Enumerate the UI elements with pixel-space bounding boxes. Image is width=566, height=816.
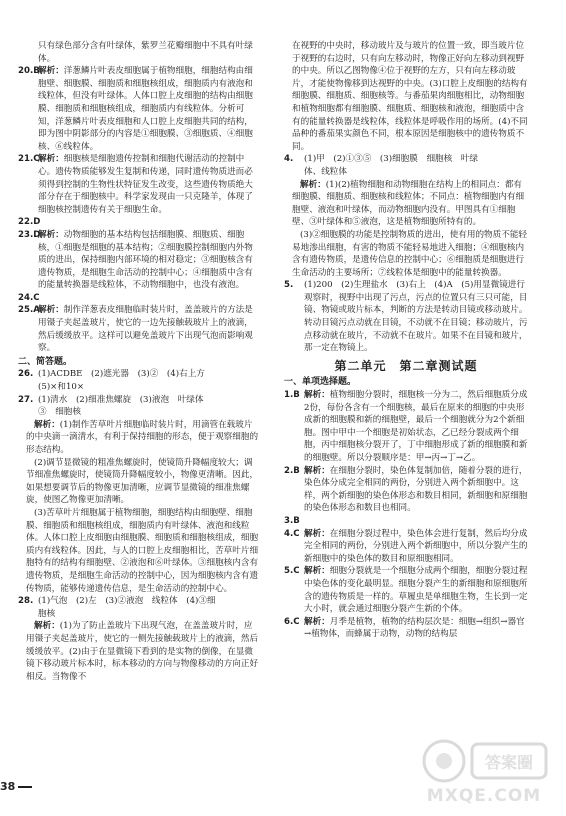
answer-text: (1)气泡 (2)左 (3)②液泡 线粒体 (4)③细: [38, 596, 216, 607]
answer-28: [18, 595, 260, 608]
explain-label: 解析：: [304, 528, 330, 539]
unit-title: 第二单元 第二章测试题: [334, 358, 478, 373]
answer-text: 植物细胞分裂时，细胞核一分为二，然后细胞质分成2份，每份各含有一个细胞核，最后在原来的细胞的中央形成新的细胞膜和新的细胞壁，最后一个细胞就分为2个新细胞。图中甲中一个细胞是初始状态，乙已经分裂成两个细胞，丙中细胞核分裂开了，丁中细胞形成了新的细胞膜和新的细胞壁。所以分裂顺序是：甲→丙→丁→乙。: [304, 390, 528, 463]
explain-label: 解析：: [38, 305, 64, 316]
left-column: [18, 40, 260, 683]
explain-label: 解析：: [34, 419, 60, 430]
answer-number: 4.C: [284, 528, 300, 539]
answer-text: 体、线粒体: [304, 166, 347, 177]
answer-21: [18, 153, 260, 216]
answer-text: 在细胞分裂时，染色体复制加倍，随着分裂的进行，染色体分成完全相同的两份，分别进入两个新细胞中。这样，两个新细胞的染色体形态和数目相同，新细胞和原细胞的染色体形态和数目也相同。: [304, 465, 528, 514]
answer-25: [18, 304, 260, 354]
watermark-brand: 答案圈: [484, 753, 534, 772]
answer-number: 22.D: [18, 217, 41, 228]
answer-number: 28.: [18, 596, 34, 607]
answer-5: [284, 279, 528, 355]
answer-text: 细胞分裂就是一个细胞分成两个细胞，细胞分裂过程中染色体的变化最明显。细胞分裂产生的新细胞和原细胞所含的遗传物质是一样的。草履虫是单细胞生物，生长到一定大小时，就会通过细胞分裂产生新的个体。: [304, 566, 528, 615]
explain-paragraph: (3)苦草叶片细胞属于植物细胞，细胞结构由细胞壁、细胞膜、细胞质和细胞核组成，细胞质内有叶绿体、液泡和线粒体。人体口腔上皮细胞由细胞膜、细胞质和细胞核组成，细胞质内有线粒体。因此，与人的口腔上皮细胞相比，苦草叶片细胞特有的结构有细胞壁、②液泡和⑥叶绿体。③细胞核内含有遗传物质，是细胞生命活动的控制中心，因为细胞核内含有遗传物质，能够传递遗传信息，是生命活动的控制中心。: [26, 507, 259, 594]
watermark-badge-icon: [414, 736, 554, 786]
answer-text: 月季是植物，植物的结构层次是：细胞→组织→器官→植物体，而蜂属于动物，动物的结构层: [304, 616, 525, 640]
explain-label: 解析：: [34, 621, 60, 632]
answer-number: 4.: [284, 154, 294, 165]
answer-number: 5.C: [284, 566, 300, 577]
answer-text: (1)甲 (2)①③⑤ (3)细胞膜 细胞核 叶绿: [304, 154, 479, 165]
explain-label: 解析：: [304, 616, 330, 627]
answer-text: 细胞核是细胞遗传控制和细胞代谢活动的控制中心。遗传物质能够发生复制和传递，同时遗传物质进而必须得到控制的生物性状特征发生改变，这些遗传物质绝大部分存在于细胞核中。科学家发现由一只克隆羊，体现了细胞核控制遗传有关于细胞生命。: [38, 154, 253, 215]
explain-paragraph: (3)②细胞膜的功能是控制物质的进出，使有用的物质不能轻易地渗出细胞，有害的物质不能轻易地进入细胞；④细胞核内含有遗传物质，是遗传信息的控制中心；⑥细胞质是细胞进行生命活动的主要场所；⑦线粒体是细胞中的能量转换器。: [292, 229, 528, 278]
answer-text: (1)ACDBE (2)遮光器 (3)② (4)右上方: [38, 369, 205, 380]
explain-label: 解析：: [300, 179, 326, 190]
answer-continuation: 在视野的中央时，移动玻片及与玻片的位置一致，即当玻片位于视野的右边时，只有向左移动时，物像正好向左移动到视野的中央。所以乙图物像④位于视野的左方，只有向左移动玻片，才能使物像移到达视野的中央。(3)口腔上皮细胞的结构有细胞膜、细胞质、细胞核等。与番茄果肉细胞相比，动物细胞和植物细胞都有细胞膜、细胞质、细胞核和液泡，细胞质中含有的能量转换器是线粒体，线粒体是呼吸作用的场所。(4)不同品种的番茄果实颜色不同，根本原因是细胞核中的遗传物质不同。: [292, 41, 528, 152]
answer-text: ③ 细胞核: [38, 407, 81, 418]
answer-text: 动物细胞的基本结构包括细胞膜、细胞质、细胞核，①细胞是细胞的基本结构；②细胞膜控制细胞内外物质的进出，保持细胞内部环境的相对稳定；③细胞核含有遗传物质，是细胞生命活动的控制中心；④细胞质中含有的能量转换器是线粒体，不动物细胞中，也没有液泡。: [38, 229, 253, 291]
answer-3: [284, 515, 528, 528]
answer-number: 1.B: [284, 390, 300, 401]
watermark-logo: [414, 736, 554, 808]
answer-5-choice: [284, 565, 528, 615]
answer-continuation: 只有绿色部分含有叶绿体，紫罗兰花瓣细胞中不具有叶绿体。: [38, 41, 253, 64]
page-number: 38: [0, 780, 32, 793]
answer-1: [284, 389, 528, 465]
answer-text: 在细胞分裂过程中，染色体会进行复制，然后均分成完全相同的两份，分别进入两个新细胞中，所以分裂产生的新细胞中的染色体的数目和原细胞相同。: [304, 528, 528, 564]
explain-paragraph: 解析：(1)(2)植物细胞和动物细胞在结构上的相同点：都有细胞膜、细胞质、细胞核和线粒体；不同点：植物细胞内有细胞壁、液泡和叶绿体，而动物细胞内没有。甲图具有①细胞壁、③叶绿体和⑤液泡，这是植物细胞所特有的。: [292, 179, 525, 228]
explain-label: 解析：: [38, 229, 64, 240]
answer-number: 24.C: [18, 292, 40, 303]
explain-label: 解析：: [304, 566, 330, 577]
answer-4: [284, 153, 528, 166]
answer-26: [18, 368, 260, 381]
answer-24: [18, 292, 260, 305]
answer-number: 21.C: [18, 154, 40, 165]
answer-number: 23.D: [18, 229, 41, 240]
answer-2: [284, 465, 528, 515]
answer-number: 20.B: [18, 66, 40, 77]
answer-20: [18, 65, 260, 153]
answer-number: 2.B: [284, 465, 300, 476]
answer-number: 5.: [284, 280, 294, 291]
section-heading: 二、简答题。: [18, 356, 73, 367]
answer-text: 胞核: [38, 608, 56, 619]
answer-number: 3.B: [284, 515, 300, 526]
watermark-text: MXQE.COM: [426, 786, 542, 806]
answer-22: [18, 216, 260, 229]
explain-paragraph: 解析：(1)制作苦草叶片细胞临时装片时，用滴管在载玻片的中央滴一滴清水，有利于保持细胞的形态，便于观察细胞的形态结构。: [26, 419, 259, 455]
answer-number: 6.C: [284, 616, 300, 627]
answer-4-choice: [284, 528, 528, 566]
answer-text: (5)×和10×: [38, 382, 85, 393]
answer-23: [18, 229, 260, 292]
answer-text: 洋葱鳞片叶表皮细胞属于植物细胞，细胞结构由细胞壁、细胞膜、细胞质和细胞核组成，细胞质内有液泡和线粒体，但没有叶绿体。人体口腔上皮细胞的结构由细胞膜、细胞质和细胞核组成，细胞质内有线粒体。分析可知，洋葱鳞片叶表皮细胞和人口腔上皮细胞共同的结构，即为图中阴影部分的内容是①细胞膜、③细胞质、④细胞核、⑥线粒体。: [38, 66, 253, 152]
explain-label: 解析：: [304, 465, 330, 476]
page-number-dash: [18, 786, 32, 788]
answer-text: 制作洋葱表皮细胞临时装片时，盖盖玻片的方法是用镊子夹起盖玻片，使它的一边先接触载玻片上的液滴，然后缓缓放平。这样可以避免盖玻片下出现气泡而影响观察。: [38, 305, 253, 354]
answer-text: (1)清水 (2)细准焦螺旋 (3)液泡 叶绿体: [38, 394, 204, 405]
answer-number: 26.: [18, 369, 34, 380]
explain-label: 解析：: [38, 154, 64, 165]
explain-paragraph: (2)调节显微镜的粗准焦螺旋时，使镜筒升降幅度较大；调节细准焦螺旋时，使镜筒升降幅度较小，物像更清晰。因此，如果想要调节后的物像更加清晰，应调节显微镜的细准焦螺旋，使图乙物像更加清晰。: [26, 457, 259, 506]
explain-label: 解析：: [38, 66, 64, 77]
answer-text: (1)200 (2)生理盐水 (3)右上 (4)A (5)用显微镜进行观察时，视野中出现了污点，污点的位置只有三只可能，目镜、物镜或玻片标本，判断的方法是转动目镜或移动玻片。转动目镜污点动就在目镜，不动就不在目镜；移动玻片，污点移动就在玻片，不动就不在玻片。如果不在目镜和玻片，那一定在物镜上。: [304, 280, 528, 354]
explain-paragraph: 解析：(1)为了防止盖玻片下出现气泡，在盖盖玻片时，应用镊子夹起盖玻片，使它的一侧先接触载玻片上的液滴，然后缓缓放平。(2)由于在显微镜下看到的是实物的倒像，在显微镜下移动玻片标本时，标本移动的方向与物像移动的方向正好相反。当物像不: [26, 621, 259, 682]
answer-number: 27.: [18, 394, 34, 405]
answer-number: 25.A: [18, 305, 40, 316]
explain-label: 解析：: [304, 390, 330, 401]
section-heading: 一、单项选择题。: [284, 377, 357, 388]
answer-27: [18, 394, 260, 407]
right-column: [284, 40, 528, 641]
answer-6: [284, 616, 528, 641]
